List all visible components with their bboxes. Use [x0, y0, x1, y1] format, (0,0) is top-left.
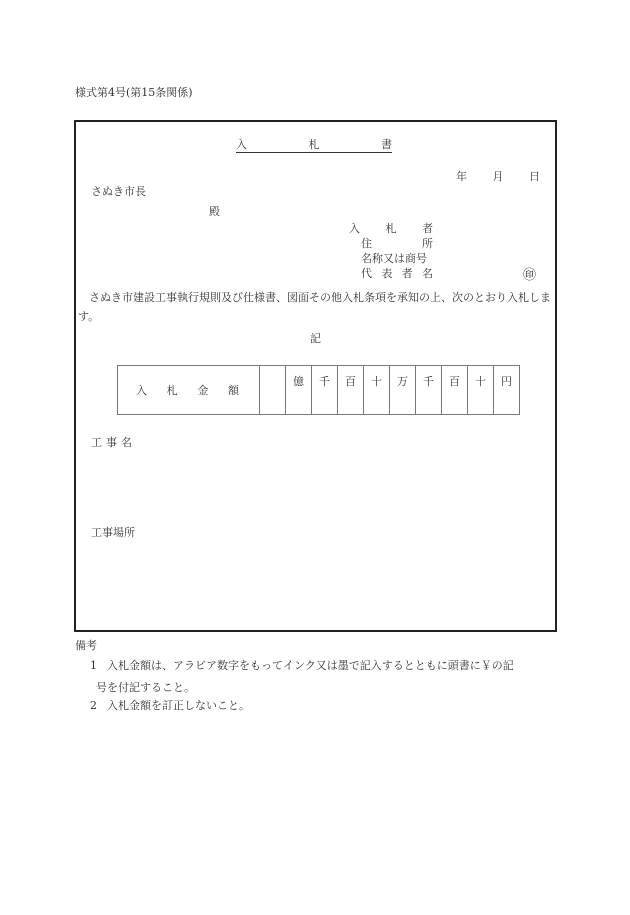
title-char: 札	[308, 138, 320, 151]
address-char: 所	[422, 237, 433, 250]
rep-char: 表	[381, 267, 393, 280]
ki-marker: 記	[310, 332, 321, 345]
notes-title: 備考	[75, 639, 97, 652]
digit-cell-oku[interactable]: 億	[286, 366, 312, 415]
digit-cell-juu-man[interactable]: 十	[364, 366, 390, 415]
note-continuation: 号を付記すること。	[96, 681, 195, 694]
date-day: 日	[529, 170, 540, 183]
note-item	[90, 657, 514, 673]
currency-symbol-cell[interactable]	[260, 366, 286, 415]
amount-label-char: 入	[136, 384, 147, 397]
digit-cell-hyaku[interactable]: 百	[442, 366, 468, 415]
digit-cell-sen-man[interactable]: 千	[312, 366, 338, 415]
rep-char: 代	[361, 267, 372, 280]
amount-label-char: 額	[227, 384, 239, 397]
bid-amount-label-cell	[118, 366, 260, 415]
bidder-name-label	[361, 251, 433, 266]
addressee: さぬき市長	[91, 185, 146, 198]
digit-cell-man[interactable]: 万	[390, 366, 416, 415]
amount-label-char: 札	[166, 384, 178, 397]
note-number: 1	[90, 659, 97, 672]
note-text: 入札金額は、アラビア数字をもってインク又は墨で記入するとともに頭書に￥の記	[107, 659, 514, 672]
address-char: 住	[361, 237, 372, 250]
date-year: 年	[456, 170, 467, 183]
bidder-representative-label	[361, 266, 433, 281]
bidder-heading	[349, 221, 433, 236]
bidder-heading-char: 入	[349, 222, 360, 235]
honorific: 殿	[209, 205, 220, 218]
bid-amount-table	[117, 365, 520, 415]
digit-cell-en[interactable]: 円	[494, 366, 520, 415]
name-or-trade-text: 名称又は商号	[361, 252, 427, 265]
bidder-address-label	[361, 236, 433, 251]
bidder-heading-char: 札	[385, 222, 397, 235]
date-month: 月	[492, 170, 504, 183]
work-name-label: 工事名	[91, 436, 136, 449]
digit-cell-hyaku-man[interactable]: 百	[338, 366, 364, 415]
note-text: 入札金額を訂正しないこと。	[107, 699, 250, 712]
declaration-text: さぬき市建設工事執行規則及び仕様書、図面その他入札条項を承知の上、次のとおり入札します。	[78, 291, 551, 323]
seal-icon: ㊞	[523, 268, 537, 283]
bidder-block	[349, 221, 433, 281]
digit-cell-juu[interactable]: 十	[468, 366, 494, 415]
rep-char: 者	[401, 267, 413, 280]
form-number-label: 様式第4号(第15条関係)	[75, 86, 193, 99]
title-char: 書	[381, 138, 392, 151]
note-number: 2	[90, 699, 97, 712]
digit-cell-sen[interactable]: 千	[416, 366, 442, 415]
amount-label-char: 金	[197, 384, 209, 397]
title-char: 入	[236, 138, 247, 151]
note-item	[90, 697, 250, 713]
rep-char: 名	[421, 267, 433, 280]
work-place-label: 工事場所	[91, 526, 135, 539]
bidder-heading-char: 者	[422, 222, 433, 235]
document-title	[236, 138, 392, 153]
date-line	[456, 168, 540, 184]
